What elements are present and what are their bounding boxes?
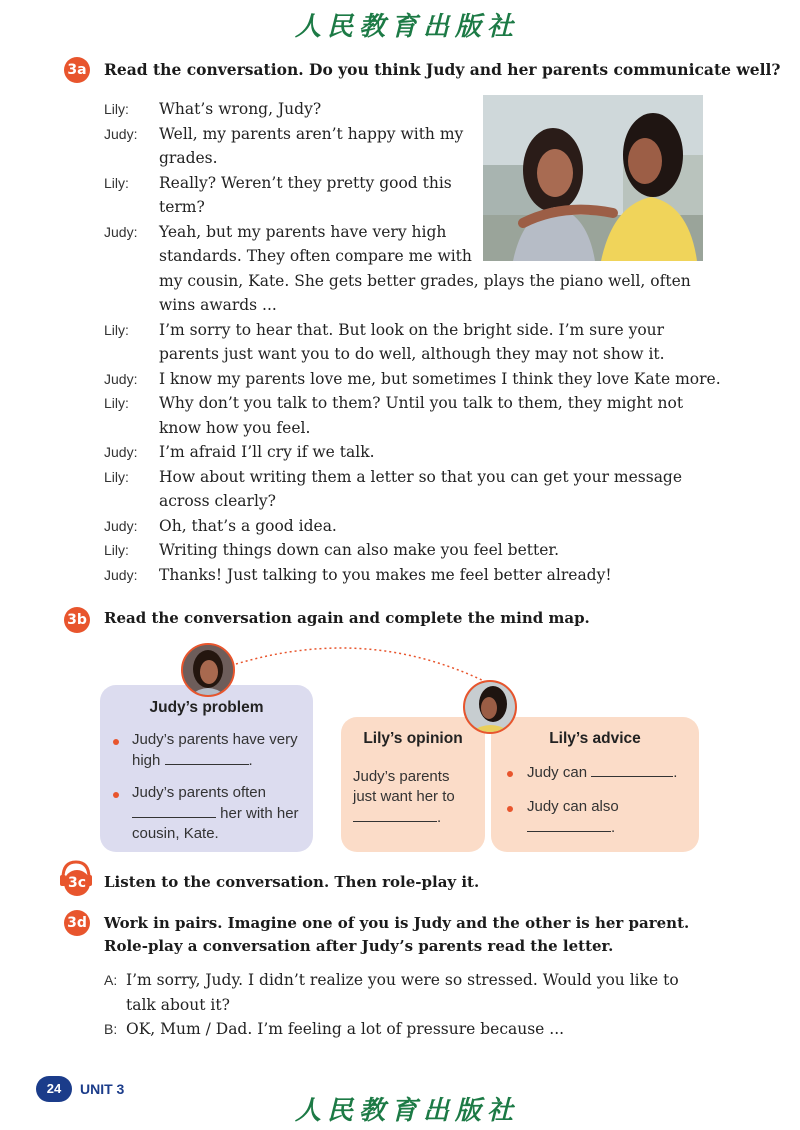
dialogue-lines <box>159 367 721 392</box>
dialogue-line: How about writing them a letter so that you can get your message <box>159 467 683 486</box>
dialogue-lines <box>159 538 559 563</box>
instruction-3d <box>104 912 689 958</box>
opinion-line-2: just want her to <box>353 788 455 805</box>
section-badge-3b: 3b <box>64 607 90 633</box>
problem-item-1: Judy’s parents have very high . <box>132 730 312 771</box>
advice-item-1-text: Judy can <box>527 764 588 781</box>
dialogue-turn <box>104 440 724 465</box>
dialogue-turn <box>104 391 724 440</box>
dialogue-lines <box>159 171 452 220</box>
speaker-label: Lily: <box>104 468 129 485</box>
dialogue-turn <box>104 1017 724 1042</box>
lilys-opinion-title: Lily’s opinion <box>363 730 463 747</box>
answer-blank[interactable] <box>165 750 249 765</box>
dialogue-lines <box>126 968 679 1017</box>
advice-item-1: Judy can . <box>527 764 678 781</box>
problem-item-2 <box>132 783 312 844</box>
speaker-label: Judy: <box>104 223 138 240</box>
opinion-line-1: Judy’s parents <box>353 768 450 785</box>
dialogue-lines <box>159 220 691 318</box>
judys-problem-box <box>100 685 313 852</box>
dialogue-lines <box>159 563 612 588</box>
dialogue-lines <box>159 440 375 465</box>
dialogue-line: Thanks! Just talking to you makes me feel better already! <box>159 565 612 584</box>
dialogue-lines <box>159 97 321 122</box>
dialogue-line: Yeah, but my parents have very high <box>159 222 447 241</box>
dialogue-line: talk about it? <box>126 995 230 1014</box>
dialogue-turn <box>104 968 724 1017</box>
speaker-label: Lily: <box>104 395 129 411</box>
dialogue-turn <box>104 465 724 514</box>
dialogue-turn <box>104 220 724 318</box>
dialogue-line: wins awards ... <box>159 296 277 314</box>
unit-label: UNIT 3 <box>80 1081 125 1097</box>
answer-blank[interactable] <box>353 807 437 822</box>
speaker-label: Judy: <box>104 517 138 534</box>
dialogue-lines <box>159 465 682 514</box>
dialogue-line: across clearly? <box>159 492 276 510</box>
problem-item-1-line1: Judy’s parents have very <box>132 731 298 748</box>
dialogue-line: standards. They often compare me with <box>159 247 472 265</box>
dialogue-line: What’s wrong, Judy? <box>159 100 322 118</box>
lily-avatar <box>463 680 517 734</box>
instruction-3b: Read the conversation again and complete the mind map. <box>104 609 590 627</box>
dialogue-line: Why don’t you talk to them? Until you talk to them, they might not <box>159 394 684 412</box>
dialogue-3a <box>104 97 724 587</box>
dialogue-lines <box>159 122 463 171</box>
lilys-opinion-box <box>341 717 485 852</box>
dialogue-line: I’m sorry to hear that. But look on the bright side. I’m sure your <box>159 320 665 339</box>
answer-blank[interactable] <box>527 817 611 832</box>
dialogue-line: parents just want you to do well, although they may not show it. <box>159 345 665 363</box>
dialogue-line: my cousin, Kate. She gets better grades, plays the piano well, often <box>159 271 691 290</box>
problem-item-2-line3: cousin, Kate. <box>132 825 219 842</box>
dialogue-line: I’m afraid I’ll cry if we talk. <box>159 443 375 461</box>
answer-blank[interactable] <box>591 762 673 777</box>
instruction-3c: Listen to the conversation. Then role-play it. <box>104 873 480 891</box>
lilys-advice-title: Lily’s advice <box>549 730 641 747</box>
instruction-3d-line2: Role-play a conversation after Judy’s parents read the letter. <box>104 937 614 955</box>
section-badge-3a: 3a <box>64 57 90 83</box>
problem-item-2-line1: Judy’s parents often <box>132 784 266 801</box>
dialogue-lines <box>126 1017 564 1042</box>
dialogue-lines <box>159 318 665 367</box>
dialogue-turn <box>104 538 724 563</box>
speaker-label: Judy: <box>104 566 138 583</box>
dialogue-lines <box>159 514 337 539</box>
speaker-label: Judy: <box>104 370 138 387</box>
problem-item-1-line2: high <box>132 752 161 769</box>
dialogue-turn <box>104 97 724 122</box>
dialogue-line: know how you feel. <box>159 418 311 437</box>
dialogue-line: I know my parents love me, but sometimes I think they love Kate more. <box>159 369 721 388</box>
dialogue-turn <box>104 122 724 171</box>
dialogue-line: Well, my parents aren’t happy with my <box>159 124 464 143</box>
dialogue-turn <box>104 367 724 392</box>
speaker-label: Judy: <box>104 125 138 142</box>
instruction-3a: Read the conversation. Do you think Judy and her parents communicate well? <box>104 60 781 79</box>
opinion-text: Judy’s parents just want her to . <box>353 767 481 828</box>
speaker-label: A: <box>104 972 118 988</box>
dialogue-line: OK, Mum / Dad. I’m feeling a lot of pressure because ... <box>126 1020 565 1038</box>
section-badge-3c: 3c <box>64 870 90 896</box>
advice-item-2: Judy can also . <box>527 797 697 838</box>
dialogue-line: Really? Weren’t they pretty good this <box>159 173 452 192</box>
judy-avatar <box>181 643 235 697</box>
speaker-label: B: <box>104 1021 118 1037</box>
dialogue-line: I’m sorry, Judy. I didn’t realize you were so stressed. Would you like to <box>126 971 679 989</box>
speaker-label: Lily: <box>104 174 129 191</box>
publisher-logo-footer: 人民教育出版社 <box>295 1096 520 1126</box>
instruction-3d-line1: Work in pairs. Imagine one of you is Judy and the other is her parent. <box>104 914 690 932</box>
speaker-label: Lily: <box>104 321 129 338</box>
dialogue-lines <box>159 391 683 440</box>
dialogue-turn <box>104 171 724 220</box>
dialogue-line: Writing things down can also make you feel better. <box>159 541 560 559</box>
page-number: 24 <box>36 1076 72 1102</box>
speaker-label: Judy: <box>104 444 138 460</box>
dialogue-line: Oh, that’s a good idea. <box>159 516 337 535</box>
judys-problem-title: Judy’s problem <box>149 699 264 716</box>
section-badge-3d: 3d <box>64 910 90 936</box>
dialogue-3d <box>104 968 724 1042</box>
speaker-label: Lily: <box>104 542 129 558</box>
dialogue-line: grades. <box>159 149 218 167</box>
dialogue-turn <box>104 514 724 539</box>
bullet-dot <box>113 739 119 745</box>
bullet-dot <box>507 771 513 777</box>
speaker-label: Lily: <box>104 101 129 117</box>
publisher-logo: 人民教育出版社 <box>295 12 520 42</box>
dialogue-line: term? <box>159 198 205 216</box>
lilys-advice-box <box>491 717 699 852</box>
dialogue-turn <box>104 563 724 588</box>
advice-item-2-text: Judy can also <box>527 798 619 815</box>
bullet-dot <box>113 792 119 798</box>
bullet-dot <box>507 806 513 812</box>
problem-item-2-line2: her with her <box>220 805 299 822</box>
answer-blank[interactable] <box>132 803 216 818</box>
dialogue-turn <box>104 318 724 367</box>
